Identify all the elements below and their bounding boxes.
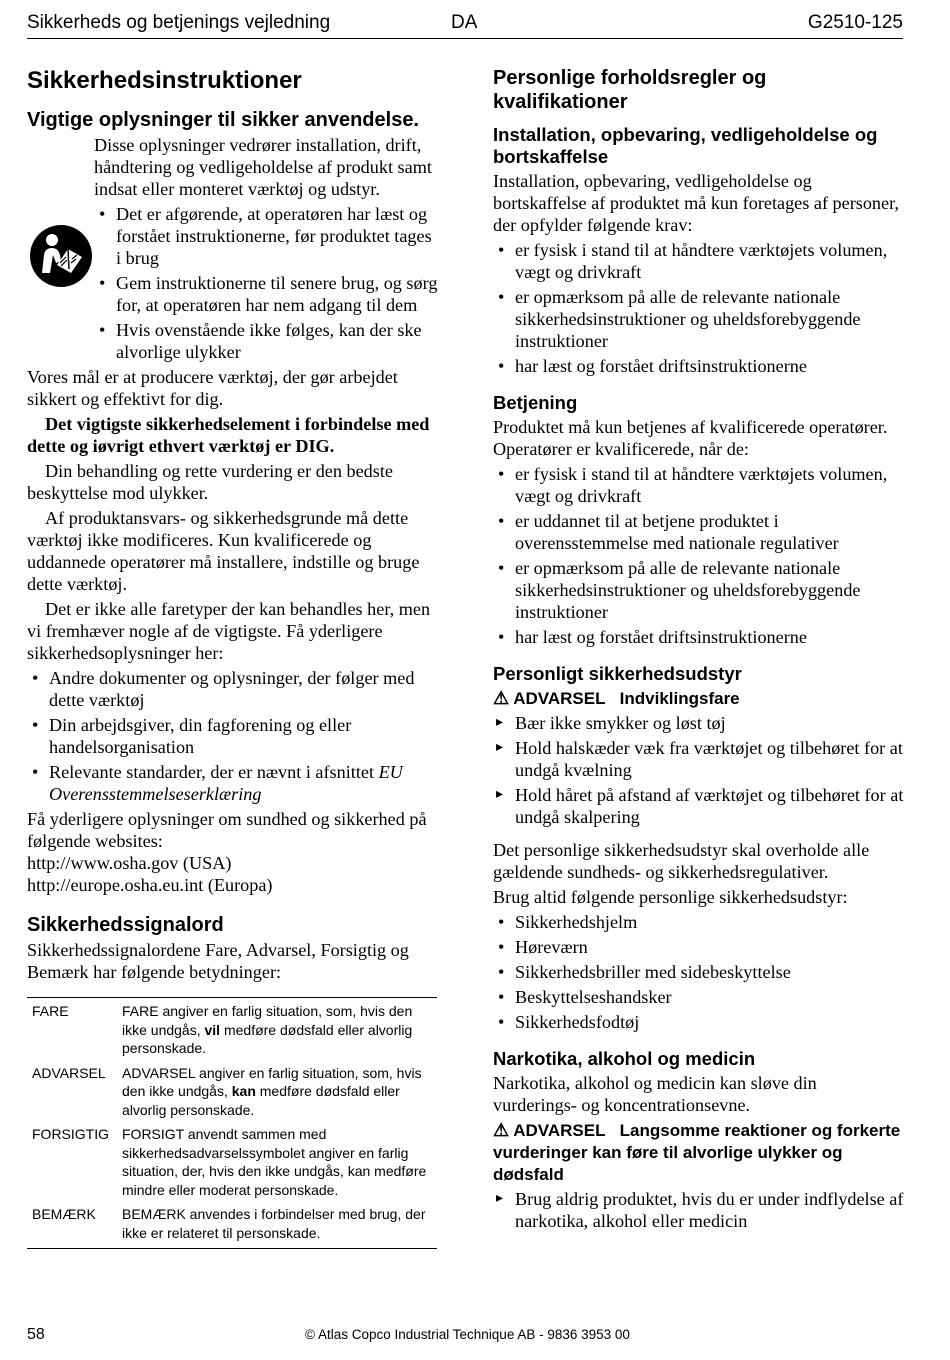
drugs-instructions [493, 1188, 905, 1232]
signal-term: FARE [32, 1003, 69, 1019]
signal-term: FORSIGTIG [32, 1126, 109, 1142]
header-model: G2510-125 [807, 12, 903, 33]
warning-signal-word: ADVARSEL [513, 689, 606, 708]
list-item: • Hvis ovenstående ikke følges, kan der ske alvorlige ulykker [94, 319, 439, 363]
installation-requirements-list [493, 239, 905, 377]
warning-triangle-icon: ⚠ [493, 688, 510, 708]
signal-definition: BEMÆRK anvendes i forbindelser med brug, der ikke er relateret til personskade. [122, 1206, 426, 1241]
list-item: • Det er afgørende, at operatøren har læst og forstået instruktionerne, før produktet tages i brug [94, 203, 439, 269]
drugs-heading: Narkotika, alkohol og medicin [493, 1048, 756, 1069]
ppe-regulations-paragraph: Det personlige sikkerhedsudstyr skal overholde alle gældende sundheds- og sikkerhedsregulativer. [493, 840, 870, 882]
list-item: ▸ Hold halskæder væk fra værktøjet og tilbehøret for at undgå kvælning [493, 737, 905, 781]
list-item: • er uddannet til at betjene produktet i overensstemmelse med nationale regulativer [493, 510, 905, 554]
modification-paragraph: Af produktansvars- og sikkerhedsgrunde må dette værktøj ikke modificeres. Kun kvalificerede og uddannede operatører må installere, indstille og bruge dette værktøj. [27, 508, 420, 594]
intro-paragraph: Disse oplysninger vedrører installation, drift, håndtering og vedligeholdelse af produkt samt indsat eller monteret værktøj og udstyr. [94, 135, 432, 199]
section-subtitle: Vigtige oplysninger til sikker anvendelse. [27, 109, 419, 131]
left-column [27, 66, 439, 1249]
list-item: • Din arbejdsgiver, din fagforening og eller handelsorganisation [27, 714, 439, 758]
list-item: ▸ Bær ikke smykker og løst tøj [493, 712, 905, 734]
list-item: • Sikkerhedsbriller med sidebeskyttelse [493, 961, 905, 983]
websites-paragraph: Få yderligere oplysninger om sundhed og sikkerhed på følgende websites: [27, 809, 427, 851]
qualifications-heading: Personlige forholdsregler og kvalifikationer [493, 67, 767, 113]
intro-bullet-list [94, 203, 439, 363]
installation-paragraph: Installation, opbevaring, vedligeholdelse og bortskaffelse af produktet må kun foretages af personer, der opfylder følgende krav: [493, 171, 899, 235]
info-sources-list [27, 667, 439, 805]
list-item [27, 761, 439, 805]
list-item: • Sikkerhedsfodtøj [493, 1011, 905, 1033]
signal-words-table [27, 997, 437, 1249]
list-item: ▸ Brug aldrig produktet, hvis du er under indflydelse af narkotika, alkohol eller medicin [493, 1188, 905, 1232]
list-item: • Beskyttelseshandsker [493, 986, 905, 1008]
list-item: • Andre dokumenter og oplysninger, der følger med dette værktøj [27, 667, 439, 711]
signal-words-heading: Sikkerhedssignalord [27, 914, 224, 936]
signal-words-intro: Sikkerhedssignalordene Fare, Advarsel, Forsigtig og Bemærk har følgende betydninger: [27, 940, 409, 982]
section-title: Sikkerhedsinstruktioner [27, 67, 302, 94]
drugs-warning [493, 1119, 905, 1186]
signal-definition: ADVARSEL angiver en farlig situation, som, hvis den ikke undgås, kan medføre dødsfald eller alvorlig personskade. [122, 1064, 422, 1118]
table-row [27, 1060, 437, 1122]
table-row [27, 1201, 437, 1249]
header-title: Sikkerheds og betjenings vejledning [27, 12, 331, 33]
eu-declaration-reference: EU Overensstemmelseserklæring [49, 762, 403, 804]
hazard-types-paragraph: Det er ikke alle faretyper der kan behandles her, men vi fremhæver nogle af de vigtigste. Få yderligere sikkerhedsoplysninger her: [27, 599, 431, 663]
entanglement-warning [493, 687, 905, 710]
goal-paragraph: Vores mål er at producere værktøj, der gør arbejdet sikkert og effektivt for dig. [27, 367, 398, 409]
warning-text: Langsomme reaktioner og forkerte vurderinger kan føre til alvorlige ulykker og dødsfald [493, 1121, 901, 1184]
operation-heading: Betjening [493, 392, 578, 413]
ppe-heading: Personligt sikkerhedsudstyr [493, 663, 742, 684]
read-manual-icon [30, 225, 92, 287]
entanglement-instructions [493, 712, 905, 828]
list-item: • er opmærksom på alle de relevante nationale sikkerhedsinstruktioner og uheldsforebyggende instruktioner [493, 286, 905, 352]
ppe-always-paragraph: Brug altid følgende personlige sikkerhedsudstyr: [493, 887, 848, 907]
table-row [27, 1121, 437, 1201]
list-item: • er fysisk i stand til at håndtere værktøjets volumen, vægt og drivkraft [493, 463, 905, 507]
page-number: 58 [27, 1326, 45, 1343]
intro-block [27, 134, 439, 363]
page-header [27, 10, 903, 39]
list-item: • har læst og forstået driftsinstruktionerne [493, 355, 905, 377]
list-item: • er opmærksom på alle de relevante nationale sikkerhedsinstruktioner og uheldsforebyggende instruktioner [493, 557, 905, 623]
behaviour-paragraph: Din behandling og rette vurdering er den bedste beskyttelse mod ulykker. [27, 461, 393, 503]
ppe-list [493, 911, 905, 1033]
signal-definition: FARE angiver en farlig situation, som, hvis den ikke undgås, vil medføre dødsfald eller alvorlig personskade. [122, 1003, 413, 1056]
list-item: • er fysisk i stand til at håndtere værktøjets volumen, vægt og drivkraft [493, 239, 905, 283]
list-item: • Gem instruktionerne til senere brug, og sørg for, at operatøren har nem adgang til dem [94, 272, 439, 316]
signal-definition: FORSIGT anvendt sammen med sikkerhedsadvarselssymbolet angiver en farlig situation, der, hvis den ikke undgås, kan medføre mindre eller moderat personskade. [122, 1126, 427, 1198]
operation-paragraph: Produktet må kun betjenes af kvalificerede operatører. Operatører er kvalificerede, når de: [493, 417, 888, 459]
list-item: • Høreværn [493, 936, 905, 958]
copyright-notice: © Atlas Copco Industrial Technique AB - 9836 3953 00 [305, 1327, 630, 1342]
warning-triangle-icon: ⚠ [493, 1120, 510, 1140]
standards-text: Relevante standarder, der er nævnt i afsnittet [49, 762, 379, 782]
signal-term: ADVARSEL [32, 1064, 106, 1081]
list-item: • Sikkerhedshjelm [493, 911, 905, 933]
eu-osha-link[interactable]: http://europe.osha.eu.int (Europa) [27, 875, 273, 895]
warning-text: Indviklingsfare [619, 689, 740, 708]
right-column [493, 66, 905, 1235]
installation-heading: Installation, opbevaring, vedligeholdelse og bortskaffelse [493, 124, 878, 167]
signal-term: BEMÆRK [32, 1206, 96, 1222]
table-row [27, 998, 437, 1060]
operator-qualifications-list [493, 463, 905, 648]
list-item: ▸ Hold håret på afstand af værktøjet og tilbehøret for at undgå skalpering [493, 784, 905, 828]
drugs-paragraph: Narkotika, alkohol og medicin kan sløve din vurderings- og koncentrationsevne. [493, 1073, 817, 1115]
osha-link[interactable]: http://www.osha.gov (USA) [27, 853, 232, 873]
header-language: DA [451, 12, 478, 33]
warning-signal-word: ADVARSEL [513, 1121, 606, 1140]
key-element-paragraph: Det vigtigste sikkerhedselement i forbindelse med dette og iøvrigt ethvert værktøj er DIG. [27, 414, 430, 456]
list-item: • har læst og forstået driftsinstruktionerne [493, 626, 905, 648]
